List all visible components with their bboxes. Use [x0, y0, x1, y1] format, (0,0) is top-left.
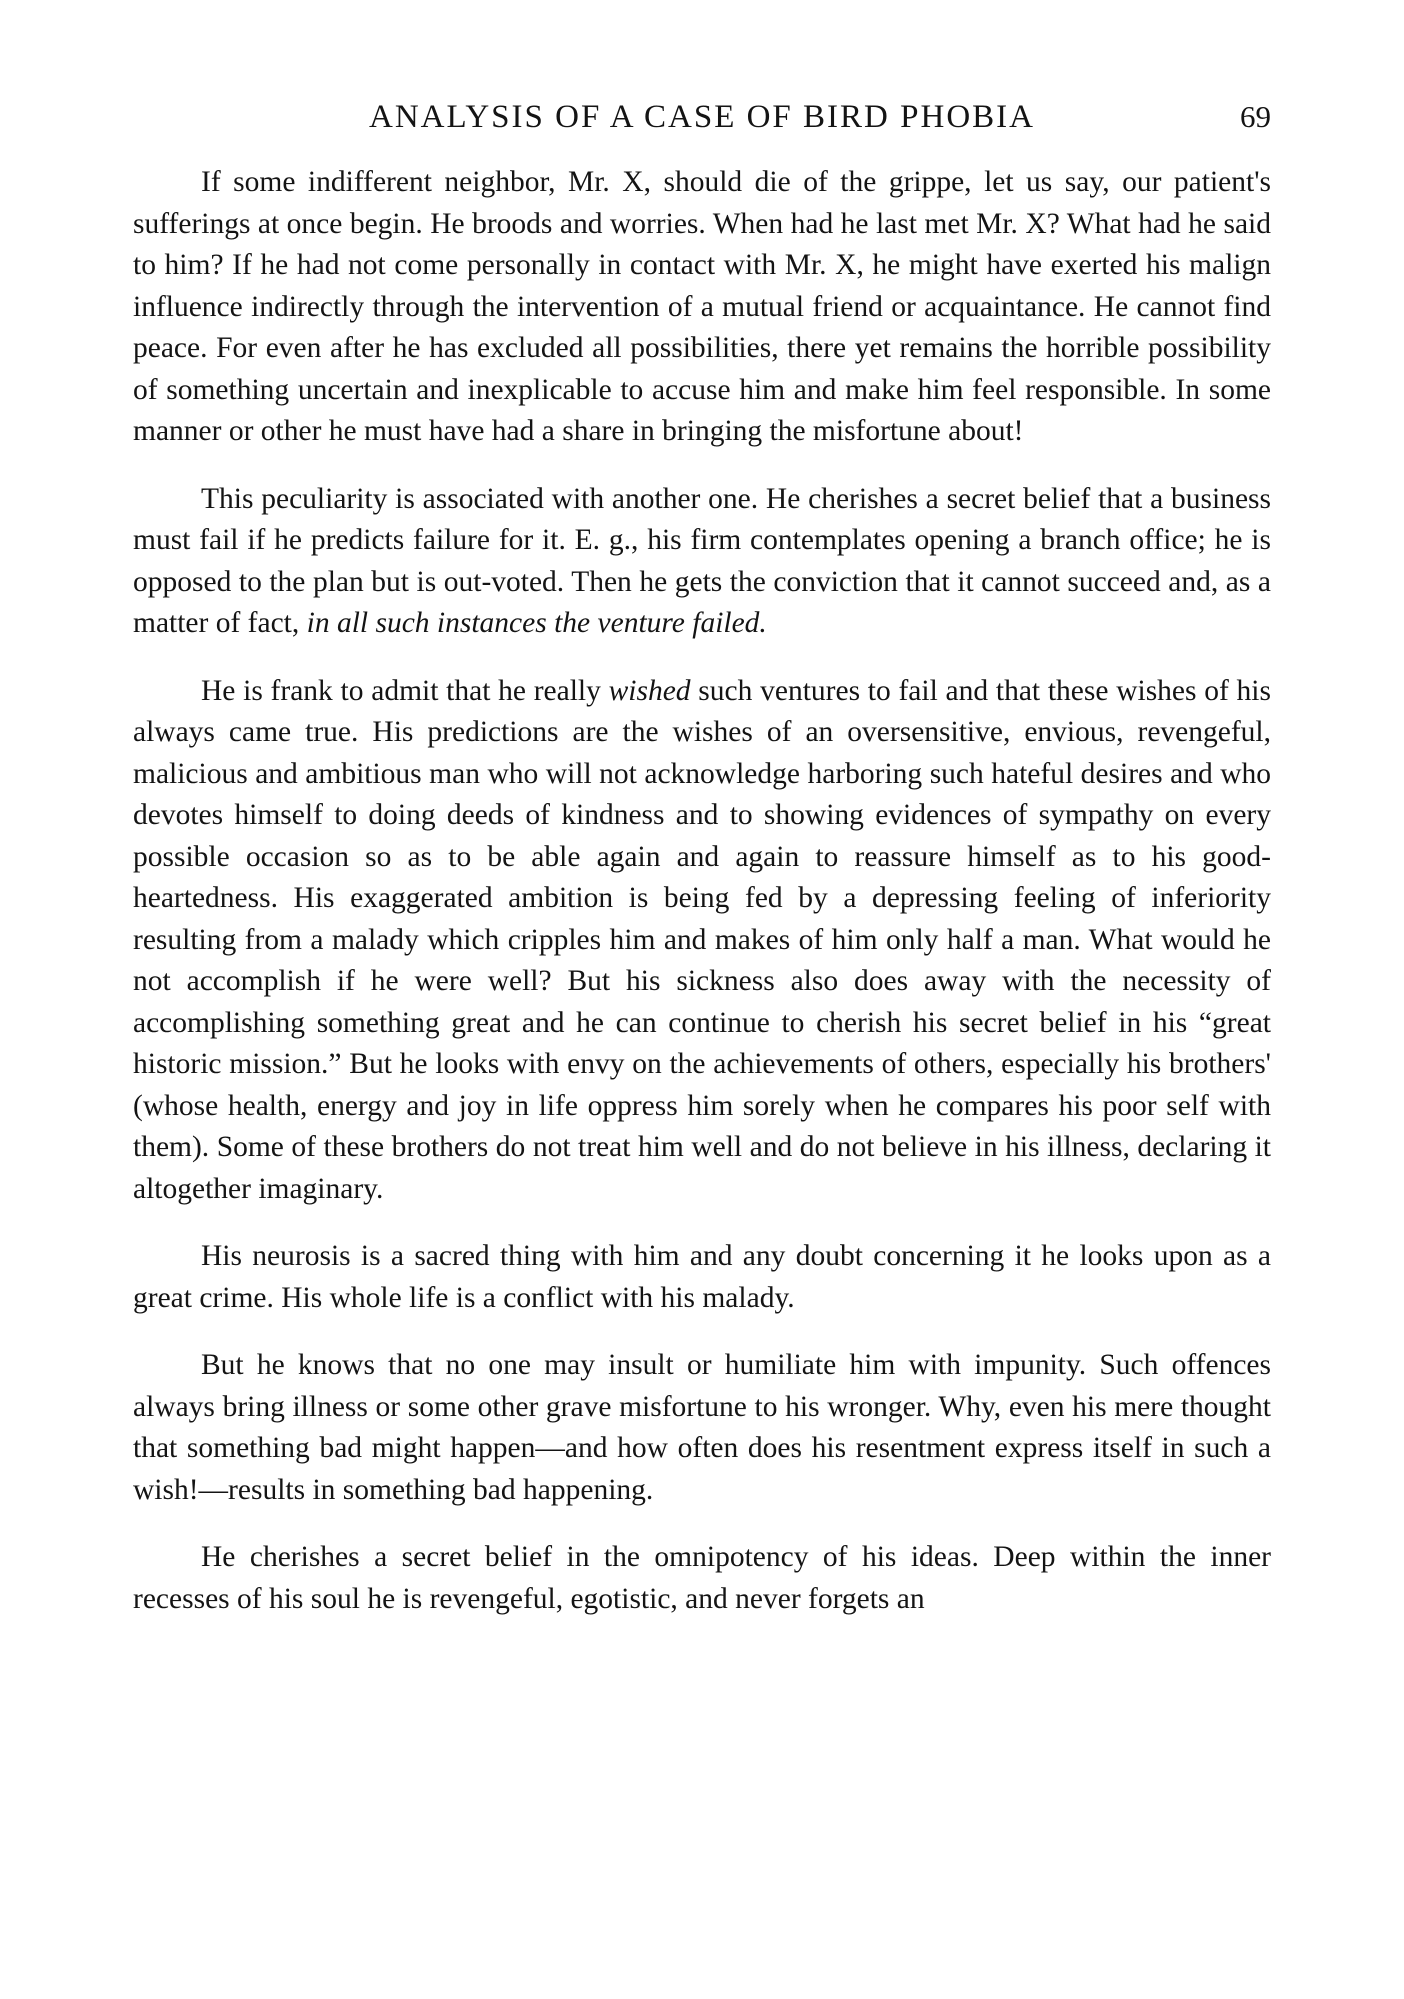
paragraph-2 [133, 479, 1271, 645]
paragraph-2-emphasis: in all such instances the venture failed. [306, 607, 767, 639]
paragraph-4: His neurosis is a sacred thing with him and any doubt concerning it he looks upon as a great crime. His whole life is a conflict with his malady. [133, 1240, 1271, 1314]
paragraph-2-text: This peculiarity is associated with another one. He cherishes a secret belief that a business must fail if he predicts failure for it. E. g., his firm contemplates opening a branch office; he is opposed to the plan but is out-voted. Then he gets the conviction that it cannot succeed and, as a matter of fact, [133, 482, 1271, 639]
book-page [133, 92, 1271, 1620]
paragraph-1: If some indifferent neighbor, Mr. X, should die of the grippe, let us say, our patient's sufferings at once begin. He broods and worries. When had he last met Mr. X? What had he said to him? If he had not come personally in contact with Mr. X, he might have exerted his malign influence indirectly through the intervention of a mutual friend or acquaintance. He cannot find peace. For even after he has excluded all possibilities, there yet remains the horrible possibility of something uncertain and inexplicable to accuse him and make him feel responsible. In some manner or other he must have had a share in bringing the misfortune about! [133, 166, 1271, 447]
paragraph-3-before: He is frank to admit that he really [201, 674, 609, 707]
running-title: ANALYSIS OF A CASE OF BIRD PHOBIA [369, 99, 1035, 135]
paragraph-3 [133, 671, 1271, 1211]
paragraph-5: But he knows that no one may insult or humiliate him with impunity. Such offences always bring illness or some other grave misfortune to his wronger. Why, even his mere thought that something bad might happen—and how often does his resentment express itself in such a wish!—results in something bad happening. [133, 1349, 1271, 1506]
paragraph-3-emphasis: wished [608, 674, 691, 707]
paragraph-6: He cherishes a secret belief in the omnipotency of his ideas. Deep within the inner recesses of his soul he is revengeful, egotistic, and never forgets an [133, 1541, 1271, 1615]
running-head [133, 92, 1271, 142]
paragraph-3-after: such ventures to fail and that these wishes of his always came true. His predictions are the wishes of an oversensitive, envious, revengeful, malicious and ambitious man who will not acknowledge harboring such hateful desires and who devotes himself to doing deeds of kindness and to showing evidences of sympathy on every possible occasion so as to be able again and again to reassure himself as to his good-heartedness. His exaggerated ambition is being fed by a depressing feeling of inferiority resulting from a malady which cripples him and makes of him only half a man. What would he not accomplish if he were well? But his sickness also does away with the necessity of accomplishing something great and he can continue to cherish his secret belief in his “great historic mission.” But he looks with envy on the achievements of others, especially his brothers' (whose health, energy and joy in life oppress him sorely when he compares his poor self with them). Some of these brothers do not treat him well and do not believe in his illness, declaring it altogether imaginary. [133, 674, 1271, 1205]
page-number: 69 [1240, 99, 1271, 134]
